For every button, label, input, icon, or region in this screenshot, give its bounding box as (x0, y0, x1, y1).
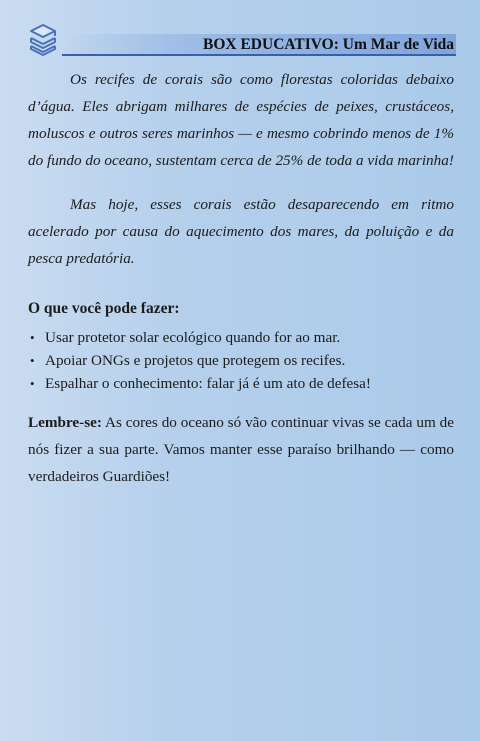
tips-list (28, 326, 454, 395)
bullet-icon: • (30, 376, 35, 391)
stacked-books-icon (28, 22, 58, 56)
list-item (28, 326, 454, 349)
tip-text: Espalhar o conhecimento: falar já é um ato de defesa! (45, 375, 371, 392)
box-title: BOX EDUCATIVO: Um Mar de Vida (203, 36, 454, 53)
bullet-icon: • (30, 353, 35, 368)
title-bar (62, 34, 456, 56)
list-item (28, 349, 454, 372)
section-title: O que você pode fazer: (28, 300, 180, 317)
threat-paragraph: Mas hoje, esses corais estão desaparecendo em ritmo acelerado por causa do aquecimento dos mares, da poluição e da pesca predatória. (28, 196, 454, 267)
intro-paragraph: Os recifes de corais são como florestas coloridas debaixo d’água. Eles abrigam milhares de espécies de peixes, crustáceos, moluscos e outros seres marinhos — e mesmo cobrindo menos de 1% do fundo do oceano, sustentam cerca de 25% de toda a vida marinha! (28, 71, 454, 169)
remember-text: As cores do oceano só vão continuar vivas se cada um de nós fizer a sua parte. Vamos manter esse paraíso brilhando — como verdadeiros Guardiões! (28, 414, 454, 485)
tip-text: Apoiar ONGs e projetos que protegem os recifes. (45, 352, 346, 369)
bullet-icon: • (30, 330, 35, 345)
box-content (28, 66, 454, 490)
box-header (28, 22, 456, 58)
remember-paragraph (28, 409, 454, 490)
tip-text: Usar protetor solar ecológico quando for ao mar. (45, 329, 341, 346)
list-item (28, 372, 454, 395)
remember-label: Lembre-se: (28, 414, 102, 431)
